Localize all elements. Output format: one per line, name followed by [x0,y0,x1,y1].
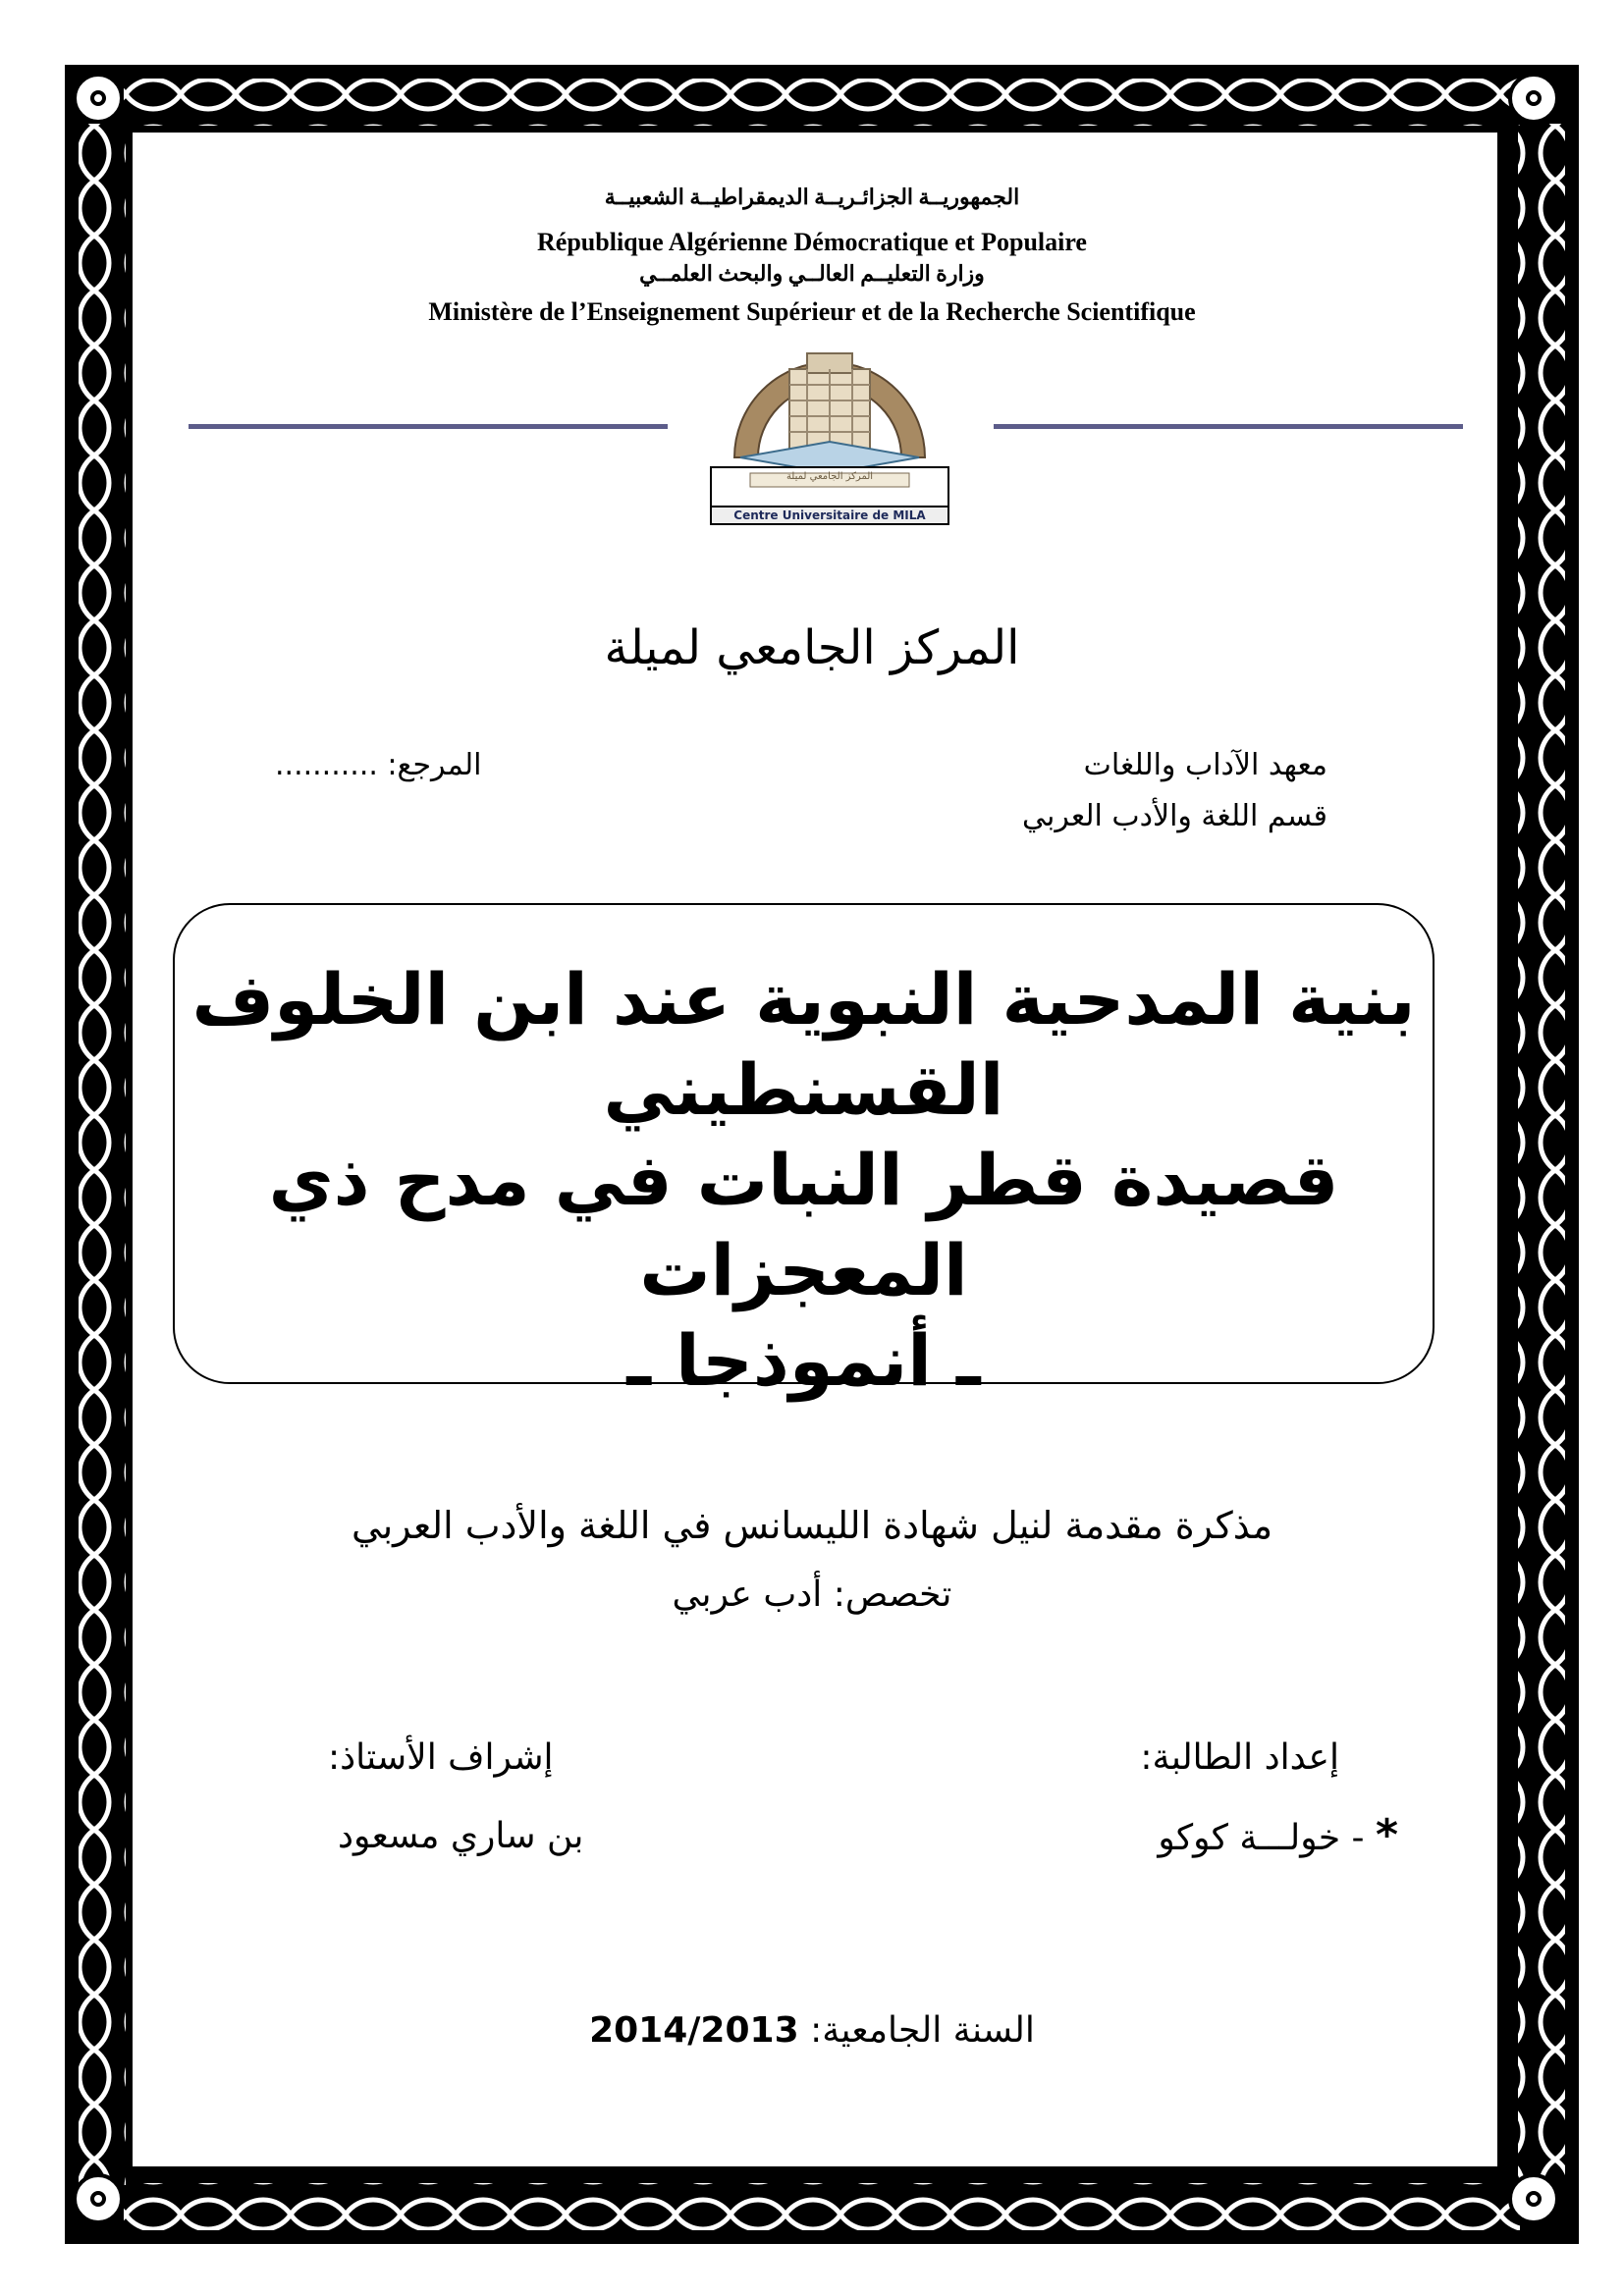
ministry-french: Ministère de l’Enseignement Supérieur et de la Recherche Scientifique [428,297,1196,326]
corner-ornament-top-right [1508,73,1559,124]
thesis-purpose: مذكرة مقدمة لنيل شهادة الليسانس في اللغة والأدب العربي [351,1504,1273,1547]
university-building-logo [705,310,954,526]
divider-left [189,424,668,429]
academic-year-label: السنة الجامعية: [810,2010,1035,2051]
student-name-line [1158,1810,1398,1860]
academic-year-value: 2014/2013 [589,2010,799,2051]
student-bullet: * [1375,1810,1398,1860]
supervisor-label: إشراف الأستاذ: [328,1737,554,1778]
republic-french: République Algérienne Démocratique et Populaire [537,228,1087,256]
title-line-4: ـ أنموذجا ـ [626,1319,981,1402]
supervisor-name: بن ساري مسعود [338,1816,584,1856]
university-logo [705,310,954,526]
logo-banner-text: Centre Universitaire de MILA [733,508,926,522]
title-line-2: القسنطيني [603,1048,1004,1131]
title-line-1: بنية المدحية النبوية عند ابن الخلوف [191,958,1416,1041]
title-line-3: قصيدة قطر النبات في مدح ذي المعجزات [268,1139,1339,1311]
academic-year [130,2010,1494,2051]
thesis-specialty: تخصص: أدب عربي [672,1575,952,1615]
student-name: - خولـــة كوكو [1158,1818,1365,1858]
republic-arabic: الجمهوريــة الجزائـريــة الديمقراطيــة الشعبيــة [604,185,1020,209]
institute-name: معهد الآداب واللغات [1083,748,1327,782]
logo-arabic-text: المركز الجامعي لميلة [785,471,874,482]
ministry-arabic: وزارة التعليــم العالــي والبحث العلمــي [639,261,985,286]
divider-right [994,424,1463,429]
corner-ornament-bottom-left [73,2173,124,2224]
corner-ornament-top-left [73,73,124,124]
department-name: قسم اللغة والأدب العربي [1021,799,1327,833]
corner-ornament-bottom-right [1508,2173,1559,2224]
reference-field: المرجع: ........... [275,748,482,782]
thesis-title-box [173,903,1435,1402]
institution-name: المركز الجامعي لميلة [604,620,1020,675]
student-label: إعداد الطالبة: [1140,1737,1339,1778]
